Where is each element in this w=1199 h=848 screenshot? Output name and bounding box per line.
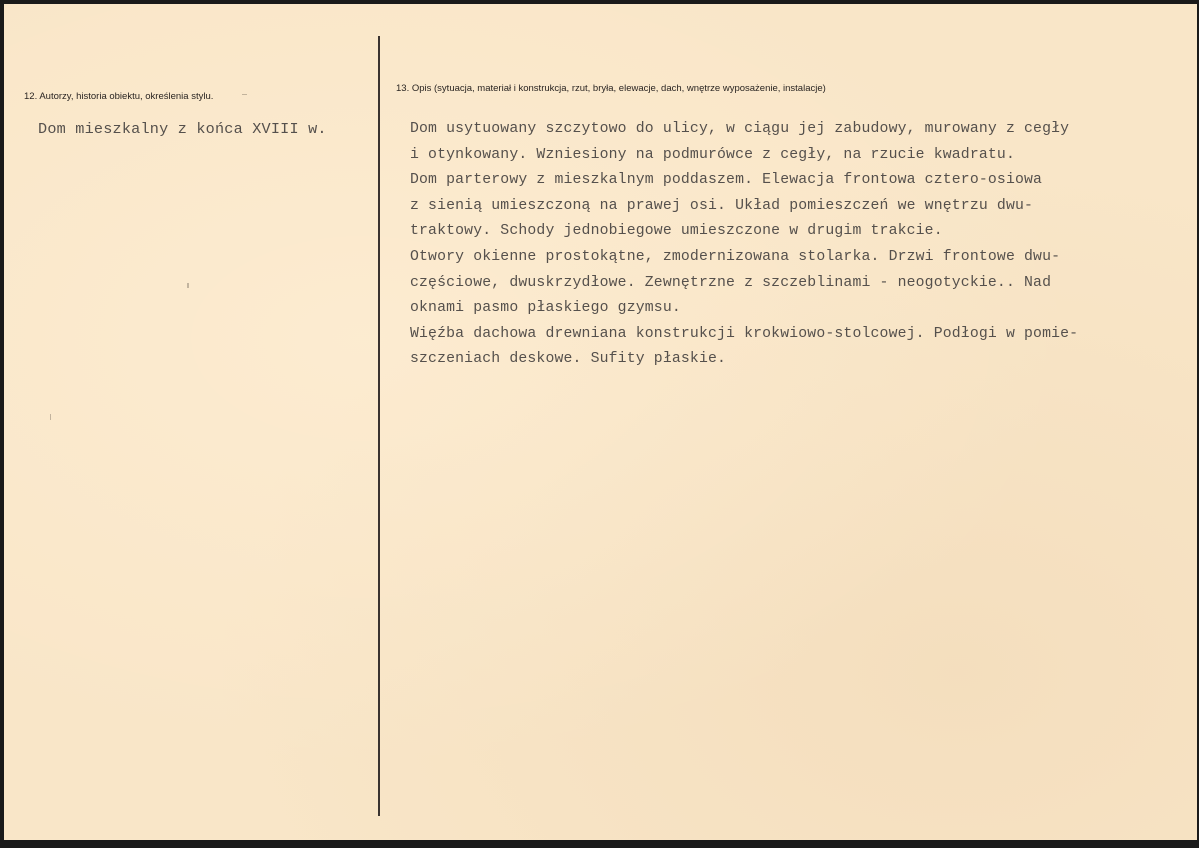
description-line: i otynkowany. Wzniesiony na podmurówce z cegły, na rzucie kwadratu.: [410, 146, 1015, 163]
paper-speck: [242, 94, 247, 95]
description-line: Dom parterowy z mieszkalnym poddaszem. Elewacja frontowa cztero-osiowa: [410, 172, 1043, 189]
column-divider: [378, 36, 380, 816]
description-line: szczeniach deskowe. Sufity płaskie.: [410, 351, 727, 368]
paper-speck: [187, 283, 189, 288]
section-12-heading: 12. Autorzy, historia obiektu, określenia stylu.: [24, 91, 214, 102]
section-12-content: Dom mieszkalny z końca XVIII w.: [38, 120, 327, 138]
description-line: oknami pasmo płaskiego gzymsu.: [410, 300, 681, 317]
description-line: z sienią umieszczoną na prawej osi. Układ pomieszczeń we wnętrzu dwu-: [410, 197, 1034, 214]
description-line: traktowy. Schody jednobiegowe umieszczone w drugim trakcie.: [410, 223, 943, 240]
section-13-heading: 13. Opis (sytuacja, materiał i konstrukcja, rzut, bryła, elewacje, dach, wnętrze wyposażenie, instalacje): [396, 83, 826, 94]
section-13-content: [410, 117, 1078, 373]
paper-speck: [50, 414, 51, 420]
description-line: Otwory okienne prostokątne, zmodernizowana stolarka. Drzwi frontowe dwu-: [410, 248, 1061, 265]
record-card: [4, 4, 1197, 840]
description-line: Dom usytuowany szczytowo do ulicy, w ciągu jej zabudowy, murowany z cegły: [410, 121, 1070, 137]
description-line: częściowe, dwuskrzydłowe. Zewnętrzne z szczeblinami - neogotyckie.. Nad: [410, 274, 1052, 291]
description-line: Więźba dachowa drewniana konstrukcji krokwiowo-stolcowej. Podłogi w pomie-: [410, 325, 1079, 342]
